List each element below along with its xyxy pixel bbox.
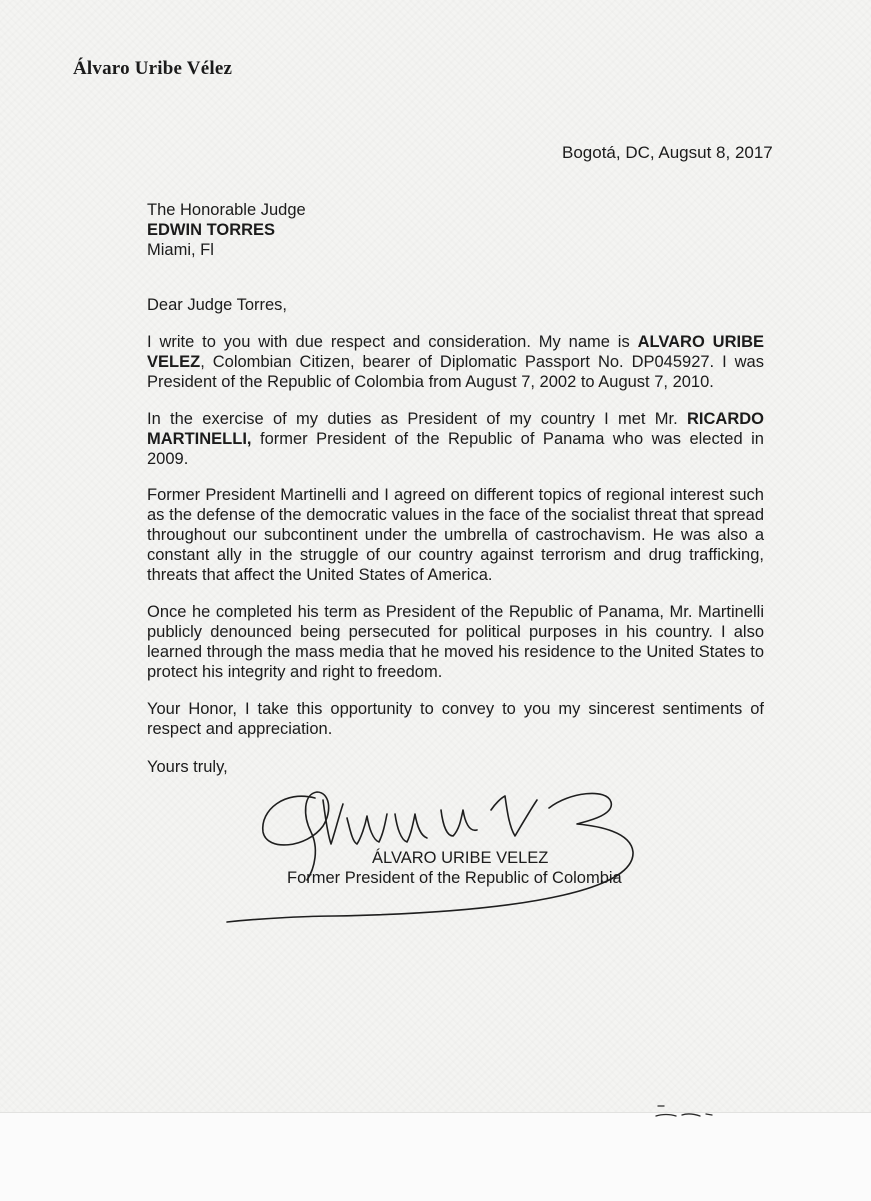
paragraph-1 bbox=[147, 332, 764, 392]
paragraph-5-line-2: respect and appreciation. bbox=[147, 720, 333, 738]
paragraph-2-line-2 bbox=[147, 429, 764, 449]
paragraph-1-line-3: President of the Republic of Colombia from August 7, 2002 to August 7, 2010. bbox=[147, 373, 714, 391]
paragraph-2-line-3: 2009. bbox=[147, 450, 189, 468]
scan-smudge-mark bbox=[652, 1102, 722, 1122]
signer-name: ÁLVARO URIBE VELEZ bbox=[372, 849, 549, 867]
paragraph-5-line-1: Your Honor, I take this opportunity to convey to you my sincerest sentiments of bbox=[147, 700, 764, 718]
salutation: Dear Judge Torres, bbox=[147, 296, 288, 314]
paragraph-4 bbox=[147, 602, 764, 682]
paragraph-5 bbox=[147, 699, 764, 739]
p2-text-a: In the exercise of my duties as President of my country I met Mr. bbox=[147, 410, 687, 428]
page-bottom-margin bbox=[0, 1112, 871, 1201]
recipient-title: The Honorable Judge bbox=[147, 201, 306, 219]
paragraph-4-line-4: protect his integrity and right to freedom. bbox=[147, 663, 443, 681]
signer-title: Former President of the Republic of Colombia bbox=[287, 869, 622, 887]
letterhead: Álvaro Uribe Vélez bbox=[73, 58, 233, 79]
closing: Yours truly, bbox=[147, 758, 228, 776]
paragraph-4-line-2: publicly denounced being persecuted for political purposes in his country. I also bbox=[147, 623, 764, 641]
paragraph-3 bbox=[147, 485, 764, 585]
paragraph-3-line-4: constant ally in the struggle of our country against terrorism and drug trafficking, bbox=[147, 546, 764, 564]
p1-bold-b: VELEZ bbox=[147, 353, 201, 371]
recipient-name: EDWIN TORRES bbox=[147, 221, 276, 239]
p1-bold-a: ALVARO URIBE bbox=[637, 333, 764, 351]
paragraph-3-line-5: threats that affect the United States of America. bbox=[147, 566, 493, 584]
paragraph-3-line-3: throughout our subcontinent under the umbrella of castrochavism. He was also a bbox=[147, 526, 764, 544]
paragraph-3-line-1: Former President Martinelli and I agreed on different topics of regional interest such bbox=[147, 486, 764, 504]
paragraph-1-line-1 bbox=[147, 332, 764, 352]
p2-bold-a: RICARDO bbox=[687, 410, 764, 428]
p2-bold-b: MARTINELLI, bbox=[147, 430, 252, 448]
letter-date: Bogotá, DC, Augsut 8, 2017 bbox=[562, 143, 773, 162]
paragraph-4-line-1: Once he completed his term as President of the Republic of Panama, Mr. Martinelli bbox=[147, 603, 764, 621]
p1-text-a: I write to you with due respect and consideration. My name is bbox=[147, 333, 638, 351]
paragraph-1-line-2 bbox=[147, 352, 764, 372]
paragraph-2 bbox=[147, 409, 764, 469]
paragraph-2-line-1 bbox=[147, 409, 764, 429]
paragraph-3-line-2: as the defense of the democratic values in the face of the socialist threat that spread bbox=[147, 506, 764, 524]
recipient-location: Miami, Fl bbox=[147, 241, 214, 259]
paragraph-4-line-3: learned through the mass media that he moved his residence to the United States to bbox=[147, 643, 764, 661]
p1-text-b: , Colombian Citizen, bearer of Diplomatic Passport No. DP045927. I was bbox=[200, 353, 764, 371]
p2-text-b: former President of the Republic of Panama who was elected in bbox=[251, 430, 764, 448]
